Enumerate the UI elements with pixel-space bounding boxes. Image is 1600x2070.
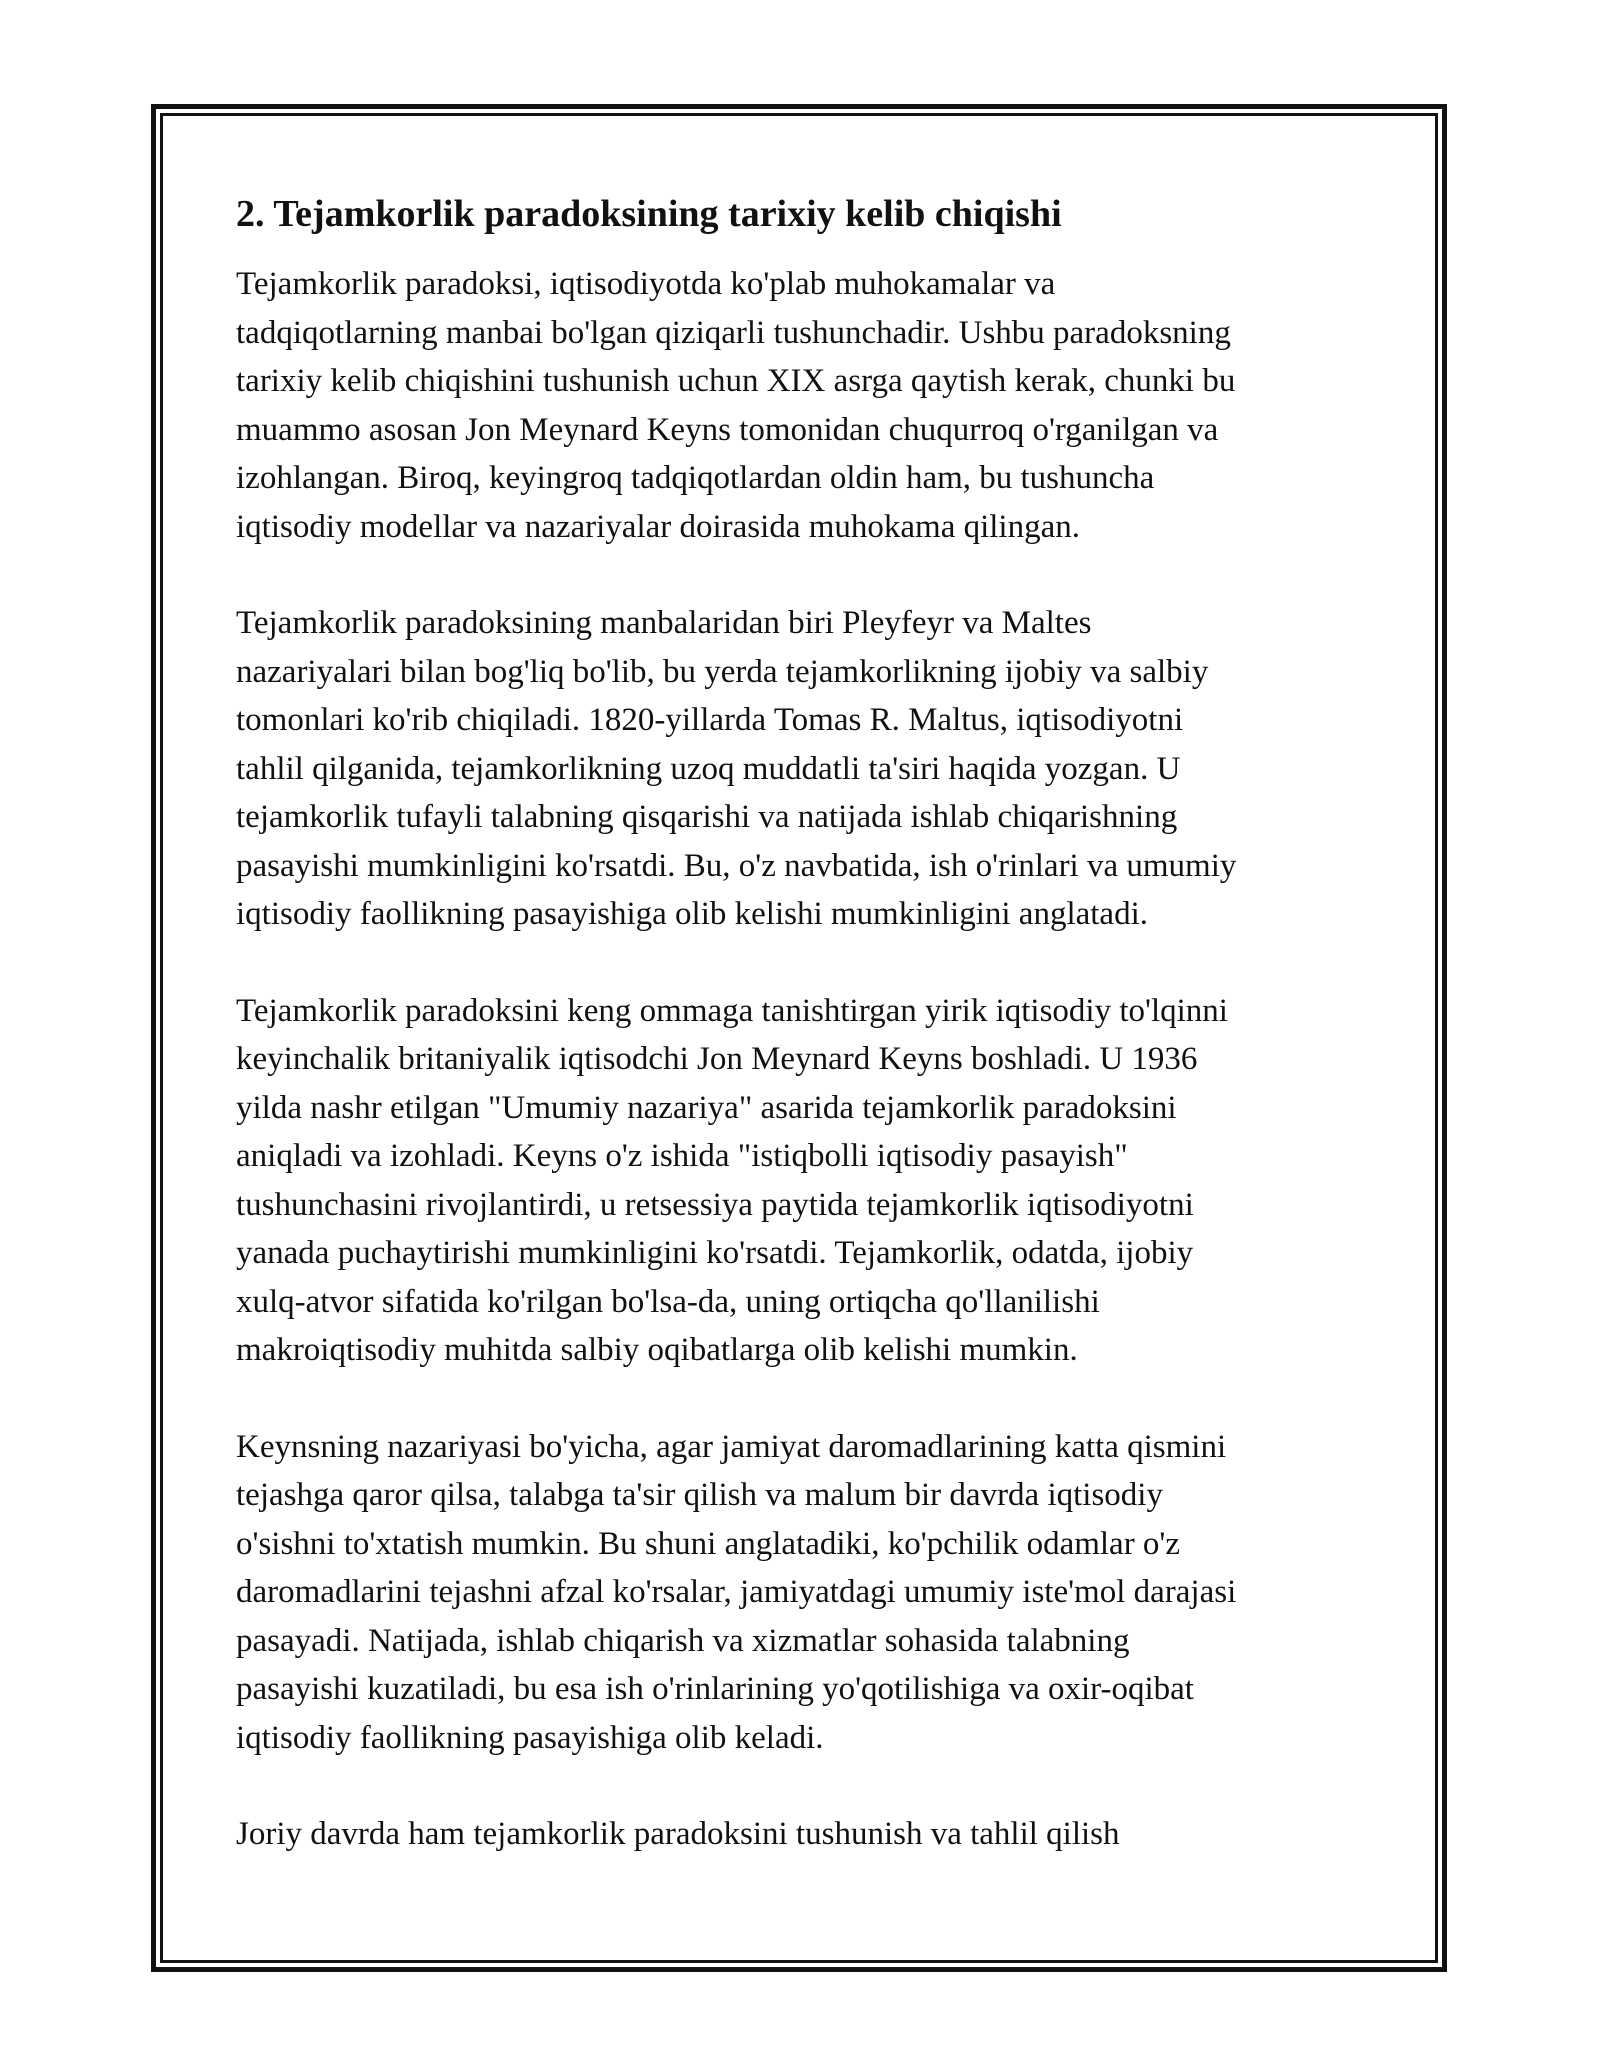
paragraph-5: Joriy davrda ham tejamkorlik paradoksini tushunish va tahlil qilish bbox=[236, 1816, 1120, 1852]
paragraph-2: Tejamkorlik paradoksining manbalaridan biri Pleyfeyr va Maltes nazariyalari bilan bog'liq bo'lib, bu yerda tejamkorlikning ijobiy va salbiy tomonlari ko'rib chiqiladi. 1820-yillarda Tomas R. Maltus, iqtisodiyotni tahlil qilganida, tejamkorlikning uzoq muddatli ta'siri haqida yozgan. U tejamkorlik tufayli talabning qisqarishi va natijada ishlab chiqarishning pasayishi mumkinligini ko'rsatdi. Bu, o'z navbatida, ish o'rinlari va umumiy iqtisodiy faollikning pasayishiga olib kelishi mumkinligini anglatadi. bbox=[236, 605, 1237, 932]
paragraph-1: Tejamkorlik paradoksi, iqtisodiyotda ko'plab muhokamalar va tadqiqotlarning manbai bo'lgan qiziqarli tushunchadir. Ushbu paradoksning tarixiy kelib chiqishini tushunish uchun XIX asrga qaytish kerak, chunki bu muammo asosan Jon Meynard Keyns tomonidan chuqurroq o'rganilgan va izohlangan. Biroq, keyingroq tadqiqotlardan oldin ham, bu tushuncha iqtisodiy modellar va nazariyalar doirasida muhokama qilingan. bbox=[236, 266, 1236, 545]
paragraph-3: Tejamkorlik paradoksini keng ommaga tanishtirgan yirik iqtisodiy to'lqinni keyinchalik britaniyalik iqtisodchi Jon Meynard Keyns boshladi. U 1936 yilda nashr etilgan "Umumiy nazariya" asarida tejamkorlik paradoksini aniqladi va izohladi. Keyns o'z ishida "istiqbolli iqtisodiy pasayish" tushunchasini rivojlantirdi, u retsessiya paytida tejamkorlik iqtisodiyotni yanada puchaytirishi mumkinligini ko'rsatdi. Tejamkorlik, odatda, ijobiy xulq-atvor sifatida ko'rilgan bo'lsa-da, uning ortiqcha qo'llanilishi makroiqtisodiy muhitda salbiy oqibatlarga olib kelishi mumkin. bbox=[236, 992, 1228, 1368]
paragraph-4: Keynsning nazariyasi bo'yicha, agar jamiyat daromadlarining katta qismini tejashga qaror qilsa, talabga ta'sir qilish va malum bir davrda iqtisodiy o'sishni to'xtatish mumkin. Bu shuni anglatadiki, ko'pchilik odamlar o'z daromadlarini tejashni afzal ko'rsalar, jamiyatdagi umumiy iste'mol darajasi pasayadi. Natijada, ishlab chiqarish va xizmatlar sohasida talabning pasayishi kuzatiladi, bu esa ish o'rinlarining yo'qotilishiga va oxir-oqibat iqtisodiy faollikning pasayishiga olib keladi. bbox=[236, 1428, 1237, 1756]
document-body bbox=[236, 190, 1366, 1907]
section-heading: 2. Tejamkorlik paradoksining tarixiy kelib chiqishi bbox=[236, 193, 1062, 235]
